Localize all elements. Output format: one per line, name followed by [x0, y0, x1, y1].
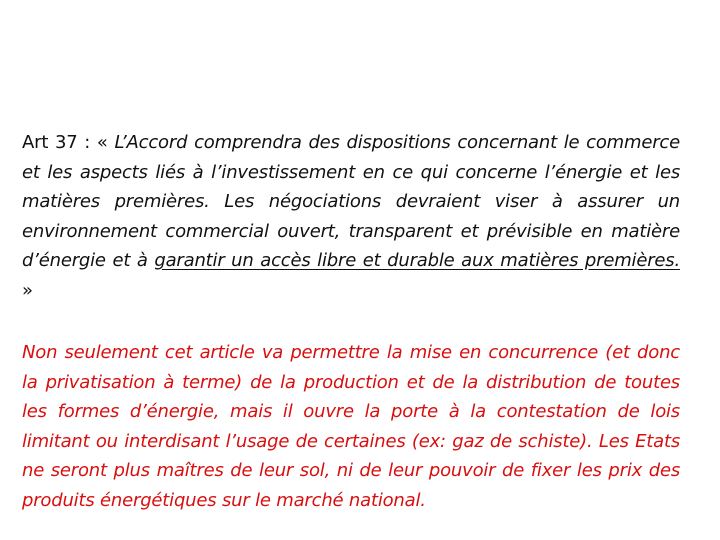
commentary-text: Non seulement cet article va permettre la mise en concurrence (et donc la privatisation à terme) de la production et de la distribution de toutes les formes d’énergie, mais il ouvre la porte à la contestation de lois limitant ou interdisant l’usage de certaines (ex: gaz de schiste). Les Etats ne seront plus maîtres de leur sol, ni de leur pouvoir de fixer les prix des produits énergétiques sur le marché national. — [22, 342, 680, 511]
quote-underlined-text: garantir un accès libre et durable aux matières premières. — [154, 250, 681, 271]
article-reference: Art 37 : « — [22, 132, 115, 153]
quote-closing-mark: » — [22, 279, 33, 301]
article-37-quote — [22, 128, 680, 305]
quote-text: L’Accord comprendra des dispositions concernant le commerce et les aspects liés à l’investissement en ce qui concerne l’énergie et les matières premières. Les négociations devraient viser à assurer un environnement commercial ouvert, transparent et prévisible en matière d’énergie et à — [22, 132, 680, 271]
commentary-paragraph — [22, 338, 680, 515]
